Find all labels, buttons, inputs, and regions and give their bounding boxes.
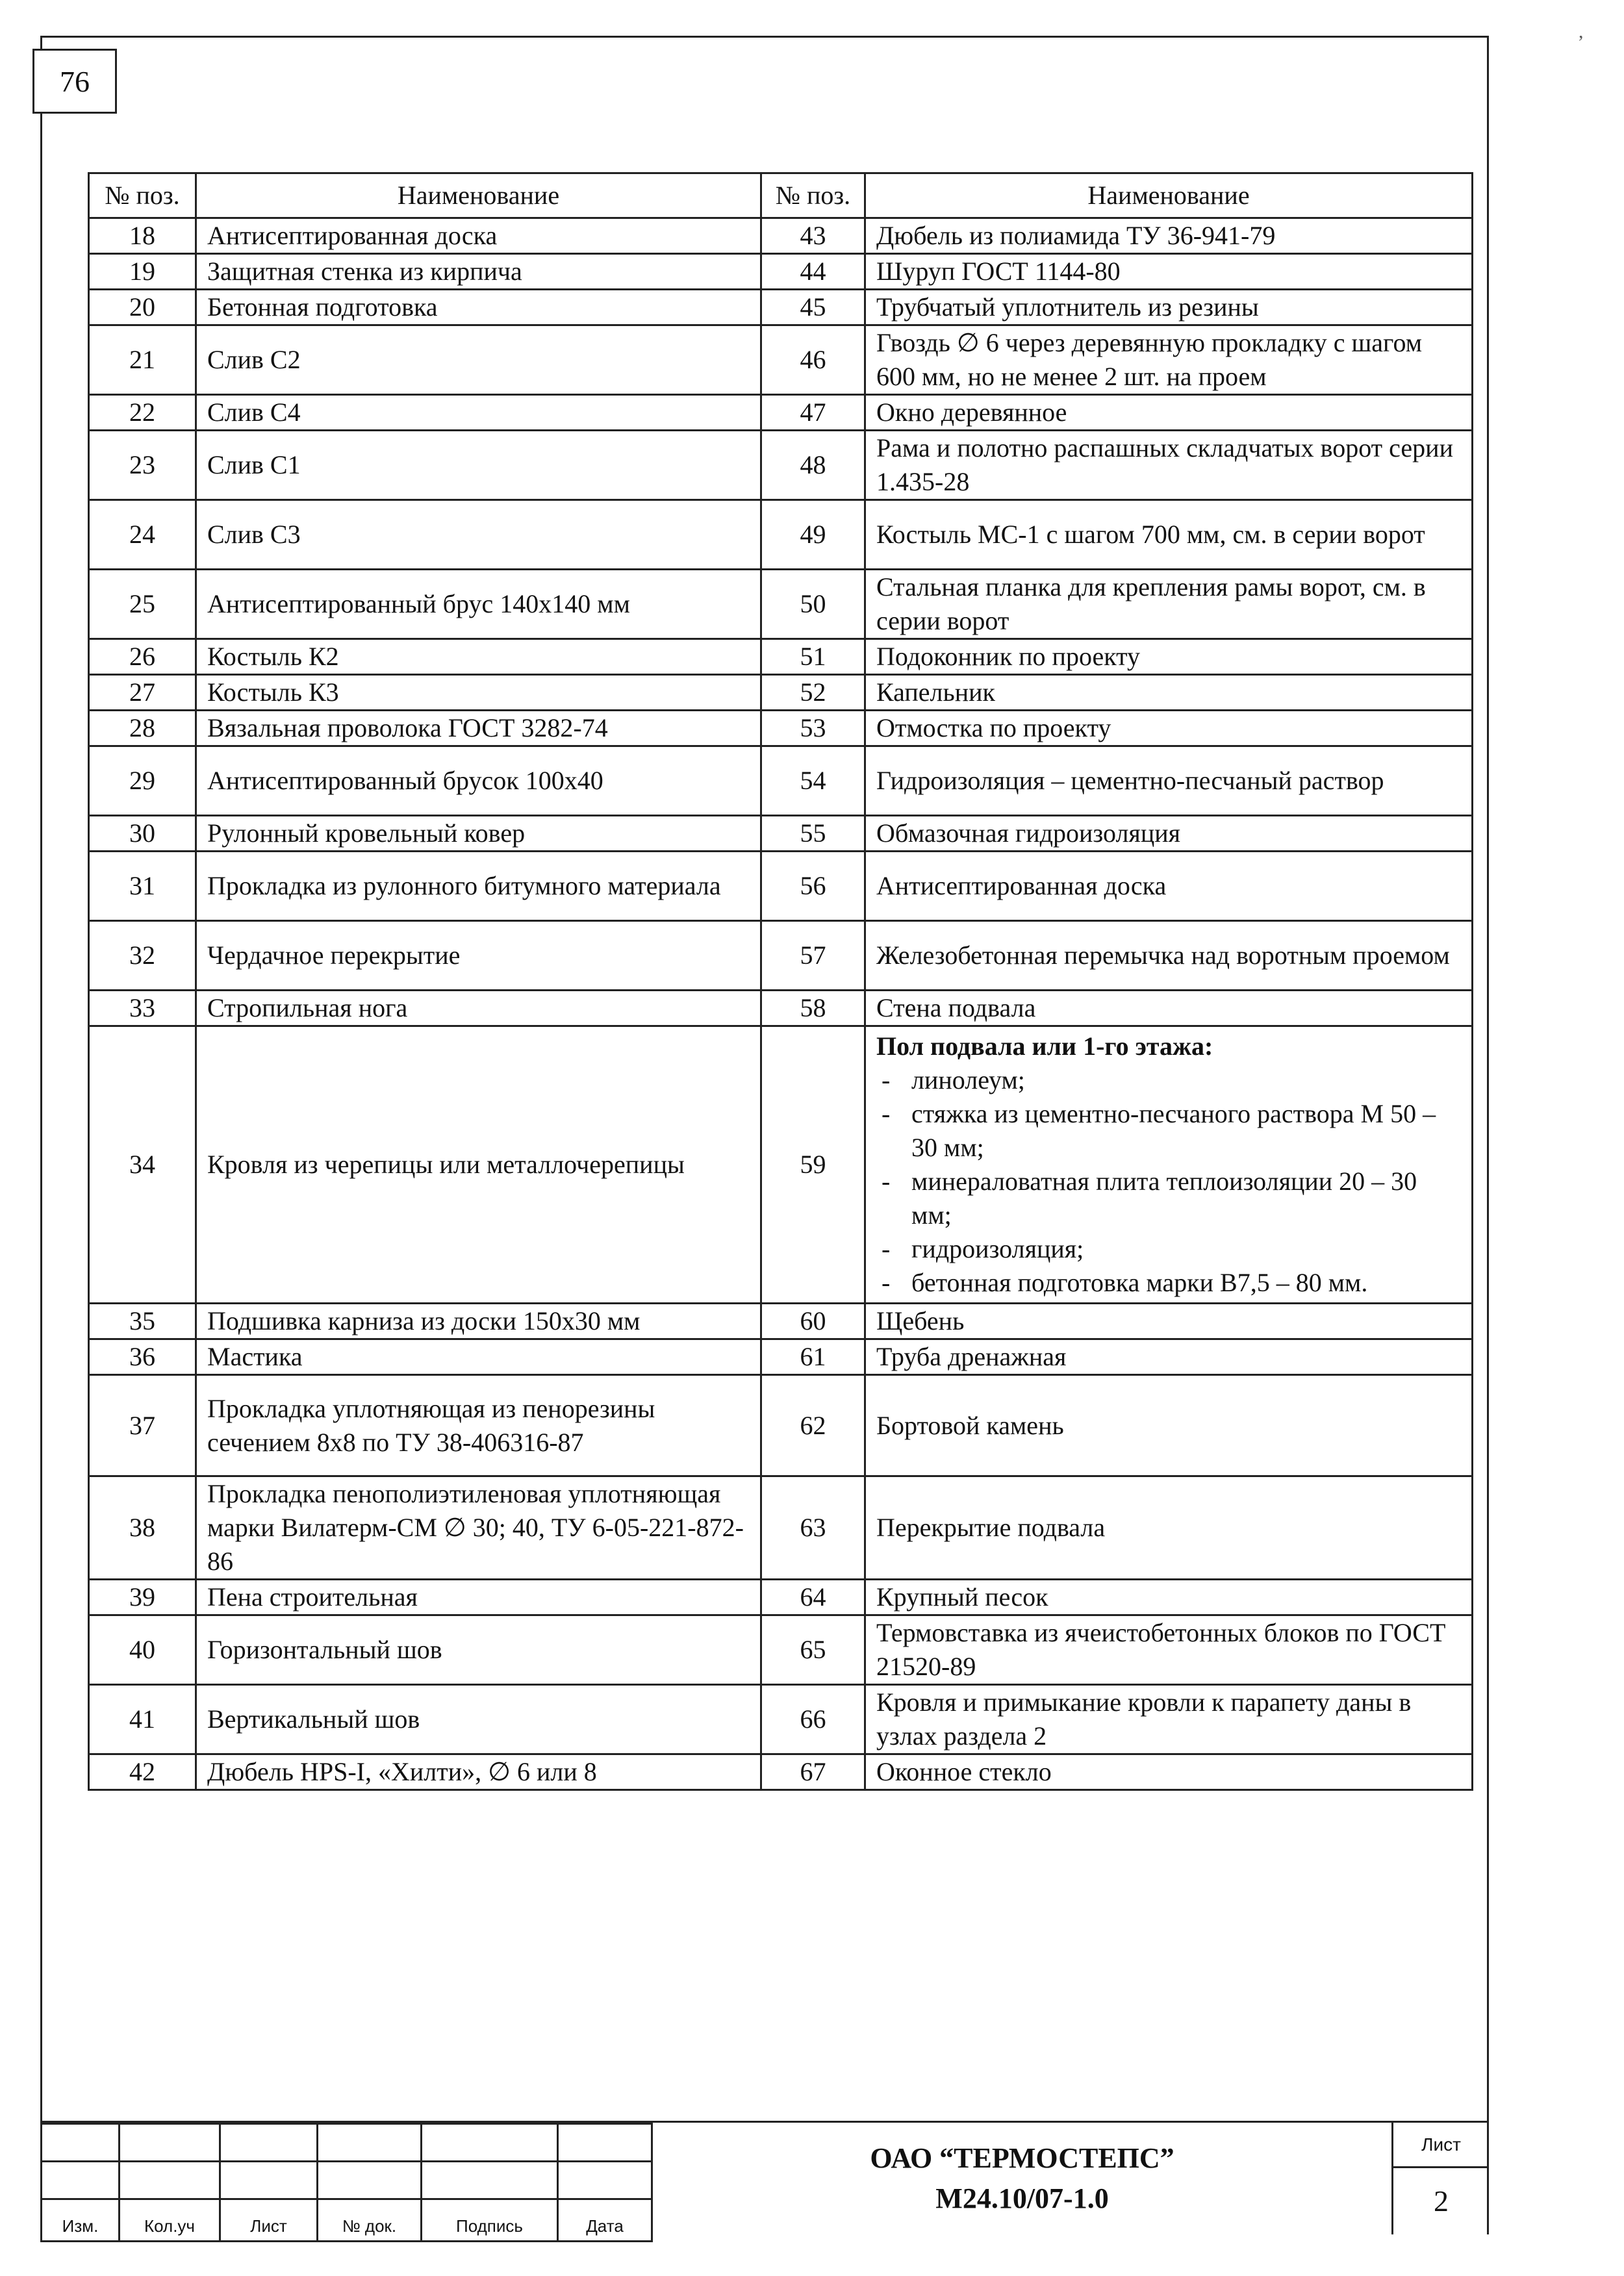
organization-name: ОАО “ТЕРМОСТЕПС” [870,2142,1174,2174]
item-name: Рама и полотно распашных складчатых ворот серии 1.435-28 [865,431,1473,500]
page-number: 76 [32,49,117,114]
item-name: Щебень [865,1304,1473,1339]
table-body-b [89,1304,1473,1790]
sheet-label: Лист [1393,2123,1489,2168]
table-body-a [89,218,1473,1026]
item-number: 67 [761,1754,865,1790]
item-number: 54 [761,746,865,816]
item-number: 66 [761,1685,865,1754]
item-number: 43 [761,218,865,254]
header-name-right: Наименование [865,173,1473,218]
item-name: Вязальная проволока ГОСТ 3282-74 [196,711,761,746]
item-number: 60 [761,1304,865,1339]
item-name: Слив С4 [196,395,761,431]
item-name: Гидроизоляция – цементно-песчаный раствор [865,746,1473,816]
item-number: 62 [761,1375,865,1476]
item-number: 55 [761,816,865,852]
item-name: Бетонная подготовка [196,290,761,325]
item-name: Слив С3 [196,500,761,570]
item-number: 65 [761,1615,865,1685]
sheet-number: 2 [1434,2184,1449,2218]
item-name: Горизонтальный шов [196,1615,761,1685]
table-row [89,431,1473,500]
organization-block [651,2123,1391,2234]
list-item: - минераловатная плита теплоизоляции 20 – 30 мм; [876,1165,1461,1232]
header-name-left: Наименование [196,173,761,218]
item-name: Обмазочная гидроизоляция [865,816,1473,852]
table-row [89,991,1473,1026]
item-number: 32 [89,921,196,991]
item-number: 38 [89,1476,196,1580]
item-name: Кровля и примыкание кровли к парапету даны в узлах раздела 2 [865,1685,1473,1754]
item-number: 23 [89,431,196,500]
table-row [89,675,1473,711]
table-row [89,1375,1473,1476]
table-row [89,1580,1473,1615]
stamp-label: Дата [558,2199,652,2242]
item-number: 28 [89,711,196,746]
list-item: - линолеум; [876,1063,1461,1097]
item-number: 40 [89,1615,196,1685]
item-name: Подшивка карниза из доски 150х30 мм [196,1304,761,1339]
table-row [89,1685,1473,1754]
item-name: Прокладка уплотняющая из пенорезины сечением 8х8 по ТУ 38-406316-87 [196,1375,761,1476]
item-name: Стена подвала [865,991,1473,1026]
table-header-row [89,173,1473,218]
item-number: 41 [89,1685,196,1754]
table-row [89,1476,1473,1580]
item-name: Перекрытие подвала [865,1476,1473,1580]
corner-mark: , [1579,21,1584,42]
item-number: 47 [761,395,865,431]
table-row [89,254,1473,290]
item-number: 24 [89,500,196,570]
item-name: Крупный песок [865,1580,1473,1615]
item-name: Оконное стекло [865,1754,1473,1790]
stamp-label: № док. [318,2199,422,2242]
table-row [89,500,1473,570]
item-number: 31 [89,852,196,921]
item-number: 34 [89,1026,196,1304]
item-name: Слив С2 [196,325,761,395]
item-number: 19 [89,254,196,290]
table-row [89,921,1473,991]
item-name: Защитная стенка из кирпича [196,254,761,290]
stamp-label: Подпись [422,2199,558,2242]
table-body-row34 [89,1026,1473,1304]
item-name: Подоконник по проекту [865,639,1473,675]
item-name: Вертикальный шов [196,1685,761,1754]
list-item: - стяжка из цементно-песчаного раствора М 50 – 30 мм; [876,1097,1461,1165]
table-row [89,1339,1473,1375]
title-block [40,2121,1489,2234]
list-item: - бетонная подготовка марки В7,5 – 80 мм. [876,1266,1461,1300]
item-number: 42 [89,1754,196,1790]
document-code: М24.10/07-1.0 [935,2182,1109,2214]
item-name: Пена строительная [196,1580,761,1615]
item-number: 45 [761,290,865,325]
table-row [89,218,1473,254]
item-name: Бортовой камень [865,1375,1473,1476]
header-num-right: № поз. [761,173,865,218]
table-row [89,852,1473,921]
item-number: 56 [761,852,865,921]
table-row [89,639,1473,675]
item-number: 58 [761,991,865,1026]
item-number: 63 [761,1476,865,1580]
item-number: 49 [761,500,865,570]
item-number: 29 [89,746,196,816]
item-name: Костыль К2 [196,639,761,675]
item-name: Трубчатый уплотнитель из резины [865,290,1473,325]
item-number: 39 [89,1580,196,1615]
item-number: 64 [761,1580,865,1615]
sheet-block [1391,2123,1489,2234]
item-number: 59 [761,1026,865,1304]
item-name: Дюбель из полиамида ТУ 36-941-79 [865,218,1473,254]
item-number: 20 [89,290,196,325]
floor-composition [865,1026,1473,1304]
table-row [89,816,1473,852]
item-number: 22 [89,395,196,431]
stamp-label: Изм. [42,2199,120,2242]
item-name: Костыль К3 [196,675,761,711]
table-row [89,1026,1473,1304]
item-name: Прокладка пенополиэтиленовая уплотняющая марки Вилатерм-СМ ∅ 30; 40, ТУ 6-05-221-872-86 [196,1476,761,1580]
item-name: Окно деревянное [865,395,1473,431]
floor-layers-list [876,1063,1461,1300]
table-row [89,325,1473,395]
item-number: 21 [89,325,196,395]
item-name: Антисептированная доска [865,852,1473,921]
item-number: 26 [89,639,196,675]
item-number: 37 [89,1375,196,1476]
item-name: Мастика [196,1339,761,1375]
table-row [89,395,1473,431]
item-number: 25 [89,570,196,639]
specification-table [88,172,1473,1791]
stamp-label: Лист [220,2199,318,2242]
item-number: 50 [761,570,865,639]
item-number: 33 [89,991,196,1026]
table-row [89,1615,1473,1685]
item-name: Отмостка по проекту [865,711,1473,746]
item-name: Стальная планка для крепления рамы ворот, см. в серии ворот [865,570,1473,639]
item-name: Стропильная нога [196,991,761,1026]
revision-grid [40,2123,653,2242]
item-number: 35 [89,1304,196,1339]
item-name: Рулонный кровельный ковер [196,816,761,852]
floor-composition-title: Пол подвала или 1-го этажа: [876,1031,1213,1061]
table-row [89,711,1473,746]
header-num-left: № поз. [89,173,196,218]
item-name: Антисептированная доска [196,218,761,254]
item-number: 53 [761,711,865,746]
table-row [89,1304,1473,1339]
item-number: 27 [89,675,196,711]
item-number: 61 [761,1339,865,1375]
item-name: Антисептированный брус 140х140 мм [196,570,761,639]
item-number: 48 [761,431,865,500]
item-number: 36 [89,1339,196,1375]
stamp-label: Кол.уч [120,2199,220,2242]
item-name: Кровля из черепицы или металлочерепицы [196,1026,761,1304]
table-row [89,570,1473,639]
item-number: 57 [761,921,865,991]
table-row [89,1754,1473,1790]
item-name: Труба дренажная [865,1339,1473,1375]
item-number: 18 [89,218,196,254]
item-name: Чердачное перекрытие [196,921,761,991]
item-number: 52 [761,675,865,711]
item-number: 30 [89,816,196,852]
item-name: Капельник [865,675,1473,711]
table-row [89,746,1473,816]
item-name: Термовставка из ячеистобетонных блоков по ГОСТ 21520-89 [865,1615,1473,1685]
item-name: Железобетонная перемычка над воротным проемом [865,921,1473,991]
item-name: Костыль МС-1 с шагом 700 мм, см. в серии ворот [865,500,1473,570]
item-name: Прокладка из рулонного битумного материала [196,852,761,921]
item-number: 44 [761,254,865,290]
item-number: 51 [761,639,865,675]
item-name: Слив С1 [196,431,761,500]
item-name: Шуруп ГОСТ 1144-80 [865,254,1473,290]
item-name: Гвоздь ∅ 6 через деревянную прокладку с шагом 600 мм, но не менее 2 шт. на проем [865,325,1473,395]
list-item: - гидроизоляция; [876,1232,1461,1266]
item-name: Дюбель HPS-I, «Хилти», ∅ 6 или 8 [196,1754,761,1790]
table-row [89,290,1473,325]
item-number: 46 [761,325,865,395]
item-name: Антисептированный брусок 100х40 [196,746,761,816]
